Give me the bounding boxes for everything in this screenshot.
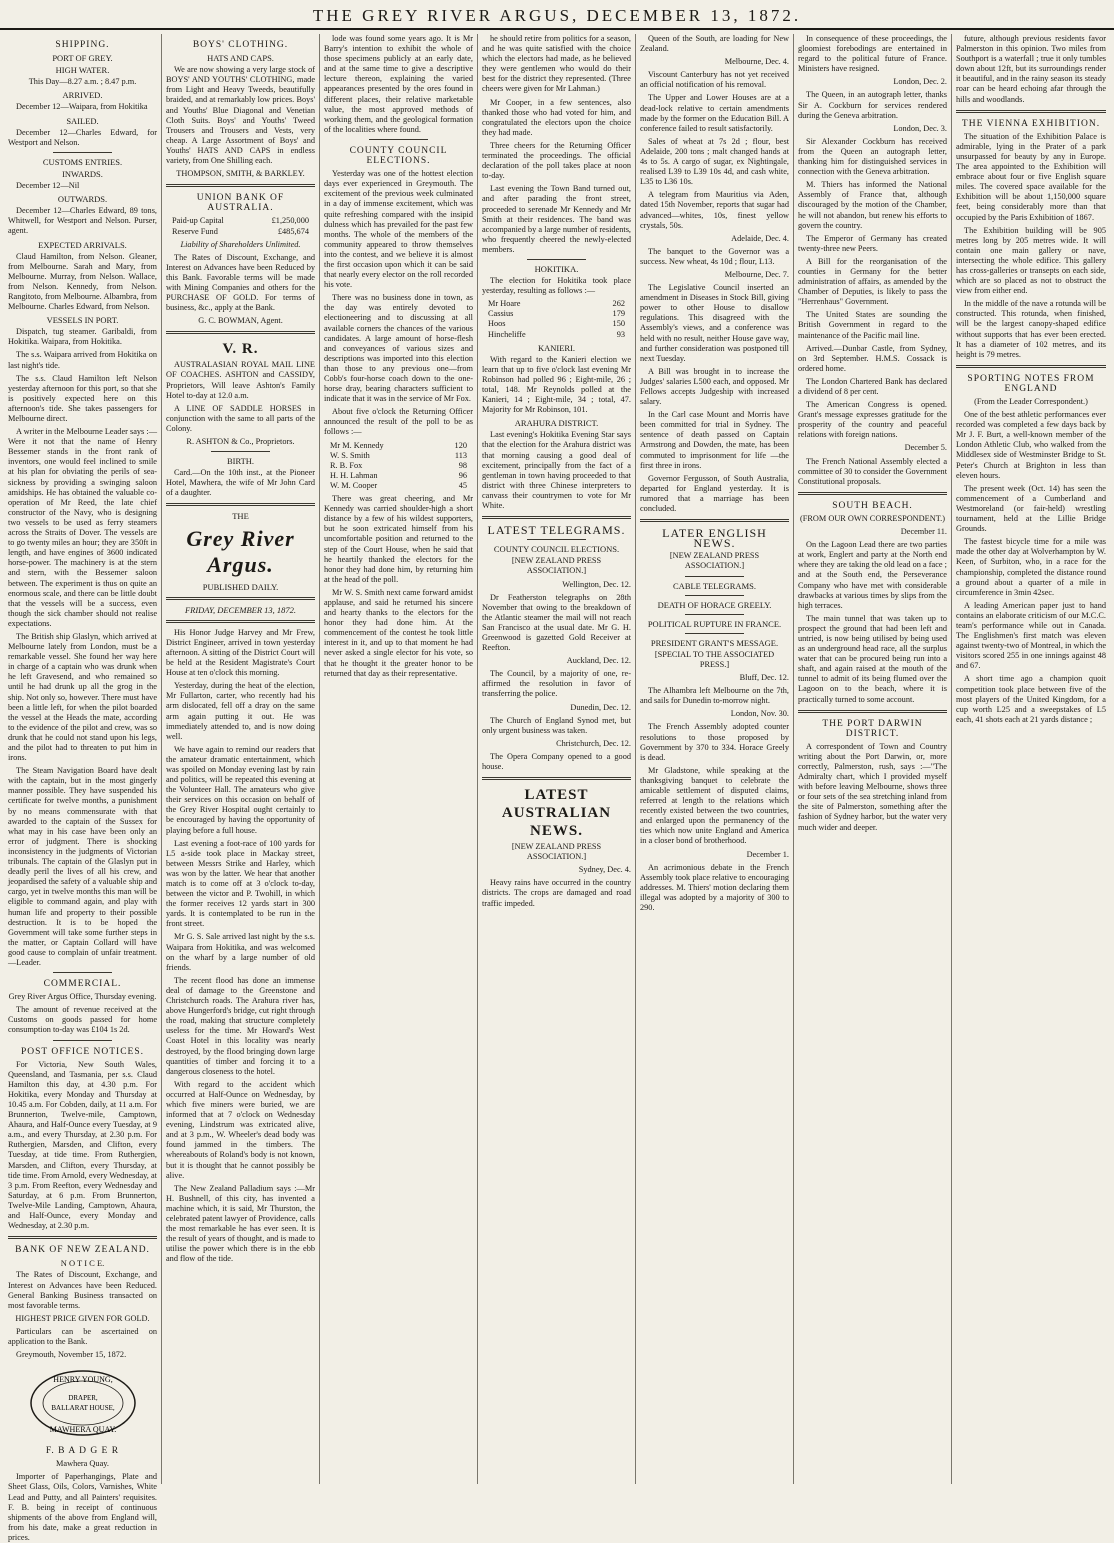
bank-date: Greymouth, November 15, 1872.: [16, 1350, 127, 1360]
vessels-text: Dispatch, tug steamer. Garibaldi, from Hokitika. Waipara, from Hokitika.: [8, 327, 157, 347]
article-paragraph: The Church of England Synod met, but only urgent business was taken.: [482, 715, 631, 735]
article-paragraph: With regard to the accident which occurred at Half-Ounce on Wednesday, by which five miners were buried, we are informed that at 7 o'clock on Wednesday evening, Lindstrum was extricated alive, and at 3 p.m., W. Wheeler's dead body was found jammed in the timbers. The whereabouts of Roland's body is not known, but it is thought that he cannot possibly be alive.: [166, 1079, 315, 1180]
port-heading: PORT OF GREY.: [52, 53, 113, 64]
article-paragraph: The main tunnel that was taken up to prospect the ground that had been left and untried, is now being utilised by being used as an underground head race, all the surplus water that can be procured being run into a shaft, and again raised at the mouth of the tunnel to admit of its being flumed over the Lagoon on to the beach, where it is practically turned to some account.: [798, 613, 947, 704]
article-paragraph: The banquet to the Governor was a success. New wheat, 4s 10d ; flour, L13.: [640, 246, 789, 266]
article-paragraph: The Exhibition building will be 905 metres long by 205 metres wide. It will contain one main gallery or nave, intersecting the whole edifice. This gallery has cross-galleries or transepts on each side, which are so placed as not to obstruct the view from either end.: [956, 225, 1106, 296]
candidate-votes: 120: [454, 440, 467, 450]
divider: [53, 1040, 113, 1041]
poll-row: [482, 299, 631, 309]
article-paragraph: The Queen, in an autograph letter, thanks Sir A. Cockburn for services rendered during the Geneva arbitration.: [798, 90, 947, 120]
candidate-name: W. S. Smith: [330, 450, 370, 460]
candidate-votes: 150: [612, 319, 625, 329]
stamp-bottom-text: MAWHERA QUAY.: [49, 1425, 116, 1435]
bank-text-2: Particulars can be ascertained on application to the Bank.: [8, 1326, 157, 1346]
date-line: FRIDAY, DECEMBER 13, 1872.: [184, 604, 297, 615]
column-4: [478, 34, 636, 1484]
paper-name: Grey River Argus.: [186, 525, 295, 577]
article-paragraph: The recent flood has done an immense deal of damage to the Greenstone and Christchurch roads. The Arahura river has, above Hungerford's bridge, cut right through the road, making that structure completely useless for the time. Mr Howard's West Coast Hotel in this locality was nearly destroyed, by the flood bringing down large quantities of timber and forcing it to a dangerous closeness to the hotel.: [166, 975, 315, 1076]
article-paragraph: The Emperor of Germany has created twenty-three new Peers.: [798, 233, 947, 253]
candidate-name: Hoos: [488, 319, 506, 329]
divider: [527, 259, 587, 260]
dateline: London, Dec. 3.: [893, 123, 947, 133]
article-paragraph: The Legislative Council inserted an amendment in Diseases in Stock Bill, giving power to other House to disallow regulations. This disagreed with the Assembly's views, and a conference was held with no result, neither House gave way, and further consideration was postponed till next Tuesday.: [640, 283, 789, 363]
press-association: [NEW ZEALAND PRESS ASSOCIATION.]: [669, 551, 760, 571]
divider: [685, 576, 745, 577]
article-paragraph: future, although previous residents favor Palmerston in this opinion. Two miles from Southport is a waterfall ; true it only tumbles down about 12ft, but its surroundings render it beautiful, and in the rainy season its steady roar can be heard echoing afar through the hills and woodlands.: [956, 34, 1106, 104]
expected-text: Claud Hamilton, from Nelson. Gleaner, from Melbourne. Sarah and Mary, from Melbourne. Murray, from Nelson. Wallace, from Nelson. Kennedy, from Nelson. Rangitoto, from Melbourne. Albambra, from Melbourne. Charles Edward, from Nelson.: [8, 251, 157, 312]
poll-row: [482, 319, 631, 329]
candidate-votes: 45: [458, 480, 467, 490]
article-paragraph: Mr Gladstone, while speaking at the thanksgiving banquet to celebrate the amicable settlement of disputed claims, referred at length to the relations which recently existed between the two countries, and enlarged upon the permanency of the ties which now unite England and America in a closer bond of brotherhood.: [640, 765, 789, 846]
column-7: [952, 34, 1110, 1484]
article-paragraph: Last evening's Hokitika Evening Star says that the election for the Arahura district was that morning causing a good deal of excitement, principally from the fact of a gentleman in town having proceeded to that district with three Chinese interpreters to canvass their countrymen to vote for Mr White.: [482, 430, 631, 511]
candidate-votes: 113: [454, 450, 467, 460]
article-paragraph: The French Assembly adopted counter resolutions to those proposed by Government by 370 to 334. Horace Greely is dead.: [640, 722, 789, 762]
article-paragraph: An acrimonious debate in the French Assembly took place relative to encouraging addresses. M. Thiers' motion declaring them illegal was adopted by a majority of 300 to 290.: [640, 862, 789, 913]
birth-text: Card.—On the 10th inst., at the Pioneer Hotel, Mawhera, the wife of Mr John Card of a daughter.: [166, 468, 315, 498]
article-paragraph: The Upper and Lower Houses are at a dead-lock relative to certain amendments made by the former on the Education Bill. A conference failed to result satisfactorily.: [640, 93, 789, 133]
sporting-heading: SPORTING NOTES FROM ENGLAND: [967, 373, 1095, 394]
article-paragraph: With regard to the Kanieri election we learn that up to five o'clock last evening Mr Robinson had polled 96 ; Eight-mile, 26 ; total, 148. Mr Reynolds polled at the Kanieri, 14 ; Eight-mile, 34 ; total, 47. Majority for Mr Robinson, 101.: [482, 354, 631, 415]
divider: [166, 597, 315, 600]
dateline: Wellington, Dec. 12.: [562, 579, 631, 589]
article-paragraph: On the Lagoon Lead there are two parties at work, Englert and party at the North end where they are taking the old lead on a face ; and at the South end, the Perseverance Company who have met with considerable drawbacks at various times by slips from the high terraces.: [798, 540, 947, 610]
union-liability: Liability of Shareholders Unlimited.: [180, 239, 301, 249]
divider: [8, 1236, 157, 1239]
county-elections-heading: COUNTY COUNCIL ELECTIONS.: [493, 544, 620, 555]
divider: [956, 365, 1106, 368]
outwards-text: December 12—Charles Edward, 89 tons, Whitwell, for Westport and Nelson. Purser, agent.: [8, 206, 157, 236]
union-agent: G. C. BOWMAN, Agent.: [198, 316, 283, 326]
candidate-name: Mr M. Kennedy: [330, 440, 384, 450]
expected-heading: EXPECTED ARRIVALS.: [38, 239, 127, 250]
draper-stamp-logo: [28, 1368, 138, 1438]
divider: [798, 492, 947, 495]
later-english-heading: LATER ENGLISH NEWS.: [662, 526, 767, 551]
dateline: Melbourne, Dec. 7.: [724, 269, 789, 279]
article-paragraph: The s.s. Waipara arrived from Hokitika on last night's tide.: [8, 350, 157, 370]
article-paragraph: Arrived.—Dunbar Castle, from Sydney, on 3rd September. H.M.S. Cossack is ordered home.: [798, 343, 947, 373]
candidate-votes: 179: [612, 309, 625, 319]
column-2: [162, 34, 320, 1484]
dateline: Auckland, Dec. 12.: [566, 656, 631, 666]
reserve-value: £485,674: [277, 226, 309, 236]
hokitika-intro: The election for Hokitika took place yesterday, resulting as follows :—: [482, 276, 631, 296]
article-paragraph: Sir Alexander Cockburn has received from the Queen an autograph letter, thanking him for distinguished services in connection with the Geneva arbitration.: [798, 136, 947, 177]
divider: [685, 595, 745, 596]
shipping-heading: SHIPPING.: [55, 40, 110, 50]
candidate-name: Cassius: [488, 309, 514, 319]
special-note: [SPECIAL TO THE ASSOCIATED PRESS.]: [654, 649, 775, 669]
article-paragraph: Yesterday was one of the hottest election days ever experienced in Greymouth. The excitement of the previous week culminated in a day of immense excitement, which was quite refreshing compared with the insipid dulness which has prevailed for the past few months. The whole of the members of the community appeared to throw themselves into the contest, and we believe it is almost the first occasion upon which it can be said that nearly every elector on the roll recorded his vote.: [324, 169, 473, 290]
article-paragraph: Yesterday, during the heat of the election, Mr Fullarton, carter, who recently had his arm dislocated, fell off a dray on the same arm again putting it out. He was immediately attended to, and is now doing well.: [166, 681, 315, 741]
article-paragraph: Mr W. S. Smith next came forward amidst applause, and said he returned his sincere and hearty thanks to the electors for the honor they had done him. At the commencement of the contest he took little interest in it, and up to that moment he had never asked a single elector for his vote, so that he thought it the greater honor to be returned that day as their representative.: [324, 587, 473, 678]
article-paragraph: One of the best athletic performances ever recorded was completed a few days back by Mr J. F. Burt, a well-known member of the London Athletic Club, who walked from the Middlesex side of Westminster Bridge to St. Peter's Church at Brighton in less than eleven hours.: [956, 410, 1106, 480]
dateline: Sydney, Dec. 4.: [578, 865, 631, 875]
column-3: [320, 34, 478, 1484]
published-daily: PUBLISHED DAILY.: [202, 581, 279, 592]
press-association: [NEW ZEALAND PRESS ASSOCIATION.]: [511, 842, 602, 862]
article-paragraph: The London Chartered Bank has declared a dividend of 8 per cent.: [798, 376, 947, 396]
birth-heading: BIRTH.: [226, 456, 255, 467]
divider: [53, 972, 113, 973]
bank-gold: HIGHEST PRICE GIVEN FOR GOLD.: [15, 1313, 150, 1323]
post-office-heading: POST OFFICE NOTICES.: [20, 1046, 145, 1057]
divider: [166, 503, 315, 506]
high-water-text: This Day—8.27 a.m. ; 8.47 p.m.: [28, 77, 137, 87]
boys-clothing-heading: BOYS' CLOTHING.: [192, 40, 289, 50]
divider: [166, 184, 315, 187]
article-paragraph: The s.s. Claud Hamilton left Nelson yesterday afternoon for this port, so that she is positively expected here on this afternoon's tide. She takes passengers for Melbourne direct.: [8, 373, 157, 423]
article-paragraph: The present week (Oct. 14) has seen the commencement of a Cumberland and Westmoreland (or fair-held) wrestling tournament, held at the Lillie Bridge Grounds.: [956, 483, 1106, 534]
poll-row: [482, 309, 631, 319]
commercial-sub: Grey River Argus Office, Thursday evening.: [8, 992, 157, 1002]
poll-row: [324, 461, 473, 471]
dateline: Adelaide, Dec. 4.: [731, 233, 789, 243]
candidate-name: W. M. Cooper: [330, 480, 378, 490]
latest-australian-heading: LATEST AUSTRALIAN NEWS.: [501, 787, 612, 840]
candidate-votes: 262: [612, 299, 625, 309]
article-paragraph: Three cheers for the Returning Officer terminated the proceedings. The official declaration of the poll takes place at noon to-day.: [482, 140, 631, 181]
sailed-text: December 12—Charles Edward, for Westport and Nelson.: [8, 127, 157, 147]
stamp-top-text: HENRY YOUNG,: [52, 1375, 113, 1385]
vienna-heading: THE VIENNA EXHIBITION.: [961, 118, 1101, 129]
article-paragraph: he should retire from politics for a season, and he was quite satisfied with the choice which the electors had made, as he believed they were gentlemen who would do their best for the district they represented. (Three cheers were given for Mr Lahman.): [482, 34, 631, 94]
article-paragraph: Last evening the Town Band turned out, and after parading the front street, proceeded to serenade Mr Kennedy and Mr Smith at their residences. The band was accompanied by a large number of residents, who frequently cheered the newly-elected members.: [482, 184, 631, 254]
divider: [640, 519, 789, 522]
poll-results-table: [324, 441, 473, 491]
article-paragraph: A Bill was brought in to increase the Judges' salaries L500 each, and opposed. Mr Fellows accepts Judgeship with increased salary.: [640, 366, 789, 407]
divider: [956, 110, 1106, 113]
south-beach-heading: SOUTH BEACH.: [832, 500, 913, 511]
cable-heading: CABLE TELEGRAMS.: [673, 580, 756, 591]
column-1: [4, 34, 162, 1542]
union-bank-heading: UNION BANK OF AUSTRALIA.: [196, 193, 285, 214]
divider: [527, 539, 587, 540]
masthead: [0, 0, 1114, 30]
article-paragraph: Sales of wheat at 7s 2d ; flour, best Adelaide, 200 tons ; malt changed hands at 4s to 5s. A cargo of sugar, ex Nightingale, realised L39 to L39 10s 4d, and cash white, L35 to L36 10s.: [640, 136, 789, 187]
masthead-title: THE GREY RIVER ARGUS, DECEMBER 13, 1872.: [312, 6, 802, 25]
kanieri-heading: KANIERI.: [537, 342, 576, 353]
the-label: THE: [232, 511, 249, 522]
capital-value: £1,250,000: [271, 216, 309, 226]
vr-text-2: A LINE OF SADDLE HORSES in conjunction with the same to all parts of the Colony.: [166, 403, 315, 433]
article-paragraph: The British ship Glaslyn, which arrived at Melbourne lately from London, must be a remarkable vessel. She found her way here in charge of a captain who was drunk when he left Gravesend, and who remained so until he had drunk up all the grog in the ship. Not only so, however. There must have been a little left, for when the pilot boarded the vessel at the Heads the mate, according to the evidence of the pilot and crew, was so drunk that he could not stand upon his legs, and the pilot had to threaten to put him in irons.: [8, 631, 157, 763]
divider: [166, 620, 315, 623]
poll-row: [324, 451, 473, 461]
hats-heading: HATS AND CAPS.: [207, 53, 274, 64]
hokitika-poll-table: [482, 299, 631, 339]
article-paragraph: M. Thiers has informed the National Assembly of France that, although discouraged by the motion of the Chamber, he will not abandon, but renew his efforts to govern the country.: [798, 180, 947, 230]
article-paragraph: The Council, by a majority of one, re-affirmed the resolution in favor of transferring the police.: [482, 669, 631, 699]
poll-row: [324, 441, 473, 451]
article-paragraph: A leading American paper just to hand contains an elaborate criticism of our M.C.C. team's performance while out in Canada. The Englishmen's first match was eleven against twenty-two of Montreal, in which the visitors scored 255 in one innings against 48 and 67.: [956, 600, 1107, 671]
arrived-text: December 12—Waipara, from Hokitika: [16, 102, 148, 112]
article-paragraph: In consequence of these proceedings, the gloomiest forebodings are entertained in regard to the political future of France. Ministers have resigned.: [798, 34, 947, 74]
dateline: December 11.: [900, 527, 947, 537]
bank-text: The Rates of Discount, Exchange, and Interest on Advances have been Reduced. General Banking Business transacted on most favorable terms.: [8, 1270, 157, 1310]
candidate-name: Mr Hoare: [488, 299, 521, 309]
badger-text: Importer of Paperhangings, Plate and Sheet Glass, Oils, Colors, Varnishes, White Lead and Putty, and all Painters' requisites. F. B. being in receipt of continuous shipments of the above from England will, from his date, make a great reduction in prices.: [8, 1472, 157, 1542]
dateline: Bluff, Dec. 12.: [739, 673, 789, 683]
arrived-heading: ARRIVED.: [62, 90, 103, 101]
boys-firm: THOMPSON, SMITH, & BARKLEY.: [176, 169, 305, 179]
article-paragraph: A correspondent of Town and Country writing about the Port Darwin, or, more correctly, Palmerston, rush, says :—"The Admiralty chart, which I provided myself with before leaving Melbourne, shows three or four sets of the sea stretching inland from the site of Palmerston, something after the fashion of Sydney harbor, but the water very much wider and deeper.: [798, 741, 947, 832]
divider: [482, 516, 631, 519]
article-paragraph: Last evening a foot-race of 100 yards for L5 a-side took place in Mackay street, between Messrs Strike and Harley, which was won by the latter. We hear that another match is to come off at 3 o'clock to-day, between the victor and P. Twohill, in which the former receives 12 yards start in 300 yards. It is contemplated to be run in the front street.: [166, 838, 315, 929]
post-office-text: For Victoria, New South Wales, Queensland, and Tasmania, per s.s. Claud Hamilton this day, at 4.30 p.m. For Hokitika, every Monday and Thursday at 10.45 a.m. For Cobden, daily, at 11 a.m. For Brunnerton, Twelve-mile, Camptown, Ahaura, and Half-Ounce every Tuesday, at 9 a.m., and every Thursday, at 2.30 p.m. For Ruthergien, Marsden, and Clifton, every Tuesday, at tide time. From Ruthergien, Marsden, and Clifton, every Thursday, at tide time. From Arnold, every Wednesday, at 3 p.m. From Reefton, every Wednesday and Saturday, at 6 p.m. From Brunnerton, Twelve-Mile Landing, Camptown, Ahaura, and Half-Ounce, every Monday and Wednesday, at 2.30 p.m.: [8, 1059, 157, 1231]
dateline: Dunedin, Dec. 12.: [570, 702, 631, 712]
hokitika-heading: HOKITIKA.: [534, 263, 579, 274]
article-paragraph: The American Congress is opened. Grant's message expresses gratitude for the prosperity of the country and peaceful relations with foreign nations.: [798, 400, 947, 440]
article-paragraph: Queen of the South, are loading for New Zealand.: [640, 34, 789, 54]
grant-heading: PRESIDENT GRANT'S MESSAGE.: [650, 637, 779, 648]
dateline: December 1.: [746, 849, 789, 859]
customs-heading: CUSTOMS ENTRIES.: [42, 156, 123, 167]
article-paragraph: A telegram from Mauritius via Aden, dated 15th November, reports that sugar had advanced—whites, 10s, finest yellow crystals, 50s.: [640, 190, 789, 230]
article-paragraph: The Steam Navigation Board have dealt with the captain, but in the most gingerly manner possible. They have suspended his certificate for twelve months, a punishment by no means commensurate with that awarded to the captain of the Sussex for what may in his case have been only an error of judgment. There is shocking inconsistency in the judgments of Victorian tribunals. The captain of the Glaslyn put in deadly peril the lives of all his crew, and jeopardised the safety of a valuable ship and cargo, yet in twelve months this man will be eligible to command again, and play with human life and property to their possible destruction. It is to be hoped the Government will take some further steps in the matter, or Captain Collard will have good cause to complain of unfair treatment.—Leader.: [8, 766, 157, 967]
article-paragraph: A writer in the Melbourne Leader says :—Were it not that the name of Henry Bessemer stands in the front rank of inventors, one would feel inclined to smile at his plan for obviating the perils of sea-sickness by providing a swinging saloon amidships. He has obtained the valuable co-operation of Mr Reed, the late chief constructor of the Navy, who is designing two vessels to be used as ferry steamers across the Straits of Dover. The vessels are to go twenty miles an hour; they are 350ft in length, and have engines of 3600 indicated horse-power. The machinery is at the stern and stern, with the Bessemer saloon between. The experiment is thus on quite an enormous scale, and there can be little doubt that the vessels will be a success, even though the sick chamber should not realise expectations.: [8, 427, 157, 628]
port-darwin-heading: THE PORT DARWIN DISTRICT.: [822, 718, 923, 739]
divider: [53, 152, 113, 153]
article-paragraph: Dr Featherston telegraphs on 28th November that owing to the breakdown of the Atlantic steamer the mail will not reach San Francisco at the usual date. Mr G. H. Greenwood is gazetted Gold Receiver at Reefton.: [482, 592, 631, 653]
article-paragraph: A Bill for the reorganisation of the counties in Germany for the better administration of affairs, as amended by the Chamber of Deputies, is likely to pass the "Herrenhaus" Government.: [798, 256, 947, 307]
article-paragraph: Viscount Canterbury has not yet received an official notification of his removal.: [640, 70, 789, 90]
candidate-votes: 96: [458, 470, 467, 480]
candidate-votes: 93: [616, 329, 625, 339]
sailed-heading: SAILED.: [66, 115, 99, 126]
badger-heading: F. B A D G E R: [45, 1446, 120, 1457]
article-paragraph: Mr G. S. Sale arrived last night by the s.s. Waipara from Hokitika, and was welcomed on the wharf by a large number of old friends.: [166, 932, 315, 972]
article-paragraph: His Honor Judge Harvey and Mr Frew, District Engineer, arrived in town yesterday afternoon. A sitting of the District Court will be held at the Resident Magistrate's Court House at ten o'clock this morning.: [166, 627, 315, 678]
article-paragraph: Mr Cooper, in a few sentences, also thanked those who had voted for him, and congratulated the electors upon the choice they had made.: [482, 97, 631, 137]
dateline: London, Dec. 2.: [893, 77, 947, 87]
article-paragraph: lode was found some years ago. It is Mr Barry's intention to exhibit the whole of those specimens publicly at an early date, and at the same time to give a descriptive lecture thereon, explaining the varied appearances presented by the ores found in different places, their relative marketable value, the most approved methods of working them, and the geological formation of the localities where found.: [324, 34, 473, 134]
divider: [211, 451, 271, 452]
dateline: December 5.: [904, 443, 947, 453]
bank-nz-heading: BANK OF NEW ZEALAND.: [15, 1245, 150, 1256]
stamp-mid-text-2: BALLARAT HOUSE,: [50, 1404, 115, 1413]
article-paragraph: The Opera Company opened to a good house.: [482, 751, 631, 771]
candidate-votes: 98: [458, 460, 467, 470]
newspaper-page: [4, 34, 1110, 1542]
divider: [798, 710, 947, 713]
article-paragraph: The situation of the Exhibition Palace is admirable, lying in the Prater of a park unsurpassed for beauty by any in Europe. The area appointed to the Exhibition will embrace about four or five English square miles. The covered space available for the Exhibition will be about 1,150,000 square feet, being considerably more than that occupied by the Paris Exhibition of 1867.: [956, 131, 1106, 222]
correspondent-note: (FROM OUR OWN CORRESPONDENT.): [799, 513, 946, 523]
greely-heading: DEATH OF HORACE GREELY.: [657, 599, 772, 610]
article-paragraph: In the middle of the nave a rotunda will be constructed. This rotunda, when finished, will be the largest canopy-shaped edifice without supports that has ever been erected. It has a diameter of 102 metres, and its height is 79 metres.: [956, 299, 1106, 359]
latest-telegrams-heading: LATEST TELEGRAMS.: [487, 523, 626, 538]
commercial-heading: COMMERCIAL.: [43, 979, 122, 990]
notice-heading: N O T I C E.: [60, 1258, 105, 1269]
vr-heading: V. R.: [222, 341, 259, 358]
vr-firm: R. ASHTON & Co., Proprietors.: [186, 437, 295, 446]
reserve-label: Reserve Fund: [172, 226, 218, 236]
article-paragraph: The United States are sounding the British Government in regard to the maintenance of the Pacific mail line.: [798, 310, 947, 340]
union-bank-table: [166, 216, 315, 236]
commercial-text: The amount of revenue received at the Customs on goods passed for home consumption to-day was £104 1s 2d.: [8, 1005, 157, 1035]
article-paragraph: The French National Assembly elected a committee of 30 to consider the Government Constitutional proposals.: [798, 456, 947, 486]
candidate-name: Hincheliffe: [488, 329, 526, 339]
poll-row: [324, 481, 473, 491]
arahura-heading: ARAHURA DISTRICT.: [514, 418, 599, 429]
inwards-text: December 12—Nil: [16, 181, 80, 191]
divider: [166, 331, 315, 334]
union-text: The Rates of Discount, Exchange, and Interest on Advances have been Reduced by this Bank. Favorable terms will be made with Mining Companies and others for the PURCHASE OF GOLD. For terms of business, &c., apply at the Bank.: [166, 252, 315, 313]
candidate-name: R. B. Fox: [330, 460, 363, 470]
article-paragraph: We have again to remind our readers that the amateur dramatic entertainment, which was spoiled on Monday evening last by rain and politics, will be repeated this evening at the Volunteer Hall. The amateurs who give their services on this occasion on behalf of the Grey River Hospital ought certainly to be encouraged by having the opportunity of playing before a full house.: [166, 744, 315, 835]
badger-sub: Mawhera Quay.: [56, 1459, 109, 1469]
vr-text: AUSTRALASIAN ROYAL MAIL LINE OF COACHES. ASHTON and CASSIDY, Proprietors, Will leave Ashton's Family Hotel to-day at 12.0 a.m.: [166, 360, 315, 400]
capital-label: Paid-up Capital: [172, 216, 224, 226]
article-paragraph: Governor Fergusson, of South Australia, departed for England yesterday. It is rumored that a marriage has been concluded.: [640, 473, 789, 514]
divider: [685, 633, 745, 634]
press-association: [NEW ZEALAND PRESS ASSOCIATION.]: [511, 556, 602, 576]
article-paragraph: A short time ago a champion quoit competition took place between five of the most players of the United Kingdom, for a cup worth L25 and a sweepstakes of L5 each, 41 shots each at 21 yards distance ;: [956, 674, 1106, 724]
high-water-heading: HIGH WATER.: [55, 65, 110, 76]
article-paragraph: The fastest bicycle time for a mile was made the other day at Wolverhampton by W. Keen, of Surbiton, who, in a race for the championship, completed the distance round a ground about a quarter of a mile in circumference in 3min 42sec.: [956, 537, 1106, 597]
column-5: [636, 34, 794, 1484]
article-paragraph: The New Zealand Palladium says :—Mr H. Bushnell, of this city, has invented a machine which, it is said, Mr Thurston, the celebrated patent lawyer of Providence, calls the most remarkable he has ever seen. It is the result of years of thought, and is made to utilise the power which there is in the ebb and flow of the tide.: [166, 1183, 315, 1264]
poll-row: [324, 471, 473, 481]
dateline: Melbourne, Dec. 4.: [724, 57, 789, 67]
county-council-heading: COUNTY COUNCIL ELECTIONS.: [349, 145, 448, 167]
divider: [369, 139, 429, 140]
inwards-heading: INWARDS.: [62, 168, 103, 179]
dateline: London, Nov. 30.: [730, 709, 789, 719]
article-paragraph: The Alhambra left Melbourne on the 7th, and sails for Dunedin to-morrow night.: [640, 686, 789, 706]
divider: [685, 614, 745, 615]
article-paragraph: There was no business done in town, as the day was entirely devoted to electioneering and to discussing at all available corners the chances of the various candidates. A large amount of horse-flesh and conveyances of various sizes and descriptions was imported into this election than those to any previous one—from Cobb's four-horse coach down to the one-horse dray, bearing characters sufficient to indicate that it was in the service of Mr Fox.: [324, 293, 473, 404]
article-paragraph: About five o'clock the Returning Officer announced the result of the poll to be as follows :—: [324, 407, 473, 437]
rupture-heading: POLITICAL RUPTURE IN FRANCE.: [647, 618, 782, 629]
article-paragraph: Heavy rains have occurred in the country districts. The crops are damaged and road traffic impeded.: [482, 878, 631, 908]
stamp-mid-text: DRAPER,: [67, 1394, 98, 1403]
vessels-heading: VESSELS IN PORT.: [46, 315, 119, 326]
dateline: Christchurch, Dec. 12.: [556, 738, 631, 748]
boys-text: We are now showing a very large stock of BOYS' AND YOUTHS' CLOTHING, made from Light and Heavy Tweeds, beautifully braided, and at remarkably low prices. Boys' and Youths' Blue Diagonal and Venetian Cloth Suits. Boys' and Youths' Tweed Trousers and Trousers and Vests, very cheap. A Large Assortment of Boys' and Youths' HATS AND CAPS in endless variety, from One Shilling each.: [166, 65, 315, 166]
column-6: [794, 34, 952, 1484]
outwards-heading: OUTWARDS.: [57, 194, 108, 205]
article-paragraph: In the Carl case Mount and Morris have been committed for trial in Sydney. The sentence of death passed on Captain Armstrong and Dowden, the mate, has been commuted to imprisonment for life —the first three in irons.: [640, 410, 789, 470]
sporting-sub: (From the Leader Correspondent.): [974, 397, 1088, 406]
candidate-name: H. H. Lahman: [330, 470, 378, 480]
poll-row: [482, 330, 631, 340]
divider: [482, 777, 631, 780]
article-paragraph: There was great cheering, and Mr Kennedy was carried shoulder-high a short distance by a few of his wildest supporters, but he soon extricated himself from his uncomfortable position and returned to the step of the Court House, when he said that he heartily thanked the electors for the honor they had done him, by returning him at the head of the poll.: [324, 494, 473, 584]
